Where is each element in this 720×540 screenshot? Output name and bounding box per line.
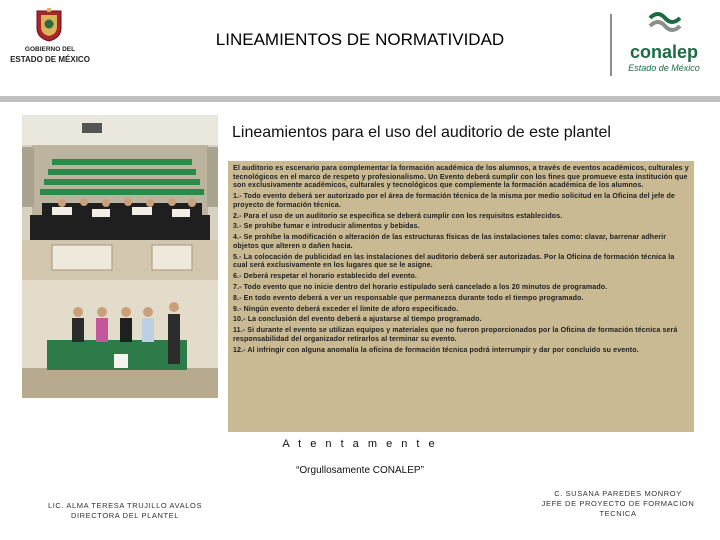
auditorium-audience-photo xyxy=(22,115,218,240)
section-subtitle: Lineamientos para el uso del auditorio de este plantel xyxy=(232,124,611,141)
page-title: LINEAMIENTOS DE NORMATIVIDAD xyxy=(215,30,505,49)
rule-item: 9.- Ningún evento deberá exceder el limite de aforo especificado. xyxy=(233,304,459,313)
rule-item: 6.- Deberá respetar el horario establecido del evento. xyxy=(233,272,417,281)
signature-left-name: LIC. ALMA TERESA TRUJILLO AVALOS xyxy=(47,501,203,510)
logo-divider xyxy=(610,14,612,76)
rule-item: 12.- Al infringir con alguna anomalía la oficina de formación técnica podrá interrumpir y dar por concluido su evento. xyxy=(233,345,639,354)
rule-item: 7.- Todo evento que no inicie dentro del horario estipulado será cancelado a los 20 minutos de programado. xyxy=(233,283,608,291)
conalep-sub-text: Estado de México xyxy=(628,63,700,73)
signature-left xyxy=(30,501,220,521)
rules-intro: El auditorio es escenario para complementar la formación académica de los alumnos, a través de eventos académicos, culturales y tecnológicos en el marco de respeto y profesionalismo. Un Evento deberá cumplir con los fines que promueve esta institución que son exclusivamente académicos, culturales y tecnológicos que complemente la formación académica de los alumnos. xyxy=(233,164,689,190)
conalep-logo xyxy=(614,8,714,76)
rule-item: 2.- Para el uso de un auditorio se especifica se deberá cumplir con los requisitos establecidos. xyxy=(233,211,563,220)
closing-motto: “Orgullosamente CONALEP” xyxy=(296,465,424,476)
header-divider xyxy=(0,96,720,102)
rule-item: 8.- En todo evento deberá a ver un responsable que permanezca durante todo el tiempo programado. xyxy=(233,293,584,302)
conalep-mark-icon xyxy=(648,10,682,34)
rule-item: 3.- Se prohíbe fumar e introducir alimentos y bebidas. xyxy=(233,222,420,231)
rules-list xyxy=(228,161,694,432)
signature-right-name: C. SUSANA PAREDES MONROY xyxy=(554,489,682,498)
estado-mexico-seal-icon xyxy=(34,8,64,42)
gov-logo-line2: ESTADO DE MÉXICO xyxy=(10,55,90,64)
conalep-brand-text: conalep xyxy=(629,42,699,62)
gobierno-estado-mexico-logo xyxy=(2,6,98,72)
signature-right-role-cont: TECNICA xyxy=(599,509,637,519)
rule-item: 4.- Se prohíbe la modificación o alteración de las estructuras físicas de las instalaciones tales como: clavar, barrenar adherir objetos que alteren o dañen hacia. xyxy=(233,233,667,250)
rule-item: 1.- Todo evento deberá ser autorizado por el área de formación técnica de la misma por medio solicitud en la Oficina del jefe de proyecto de formación técnica. xyxy=(233,192,675,209)
signature-right xyxy=(520,489,716,519)
rule-item: 5.- La colocación de publicidad en las instalaciones del auditorio deberá ser autorizadas. Por la Oficina de formación técnica la cual será exclusivamente en los lugares que se le asigne. xyxy=(233,252,675,270)
rule-item: 11.- Si durante el evento se utilizan equipos y materiales que no fueron proporcionados por la Oficina de formación técnica será responsabilidad del organizador retirarlos al terminar su evento. xyxy=(233,326,678,343)
closing-atentamente: A t e n t a m e n t e xyxy=(282,438,438,450)
signature-left-role: DIRECTORA DEL PLANTEL xyxy=(70,511,180,521)
signature-right-role: JEFE DE PROYECTO DE FORMACION xyxy=(541,499,695,509)
gov-logo-line1: GOBIERNO DEL xyxy=(24,46,76,53)
auditorium-stage-photo xyxy=(22,240,218,398)
rule-item: 10.- La conclusión del evento deberá a ajustarse al tiempo programado. xyxy=(233,315,482,324)
